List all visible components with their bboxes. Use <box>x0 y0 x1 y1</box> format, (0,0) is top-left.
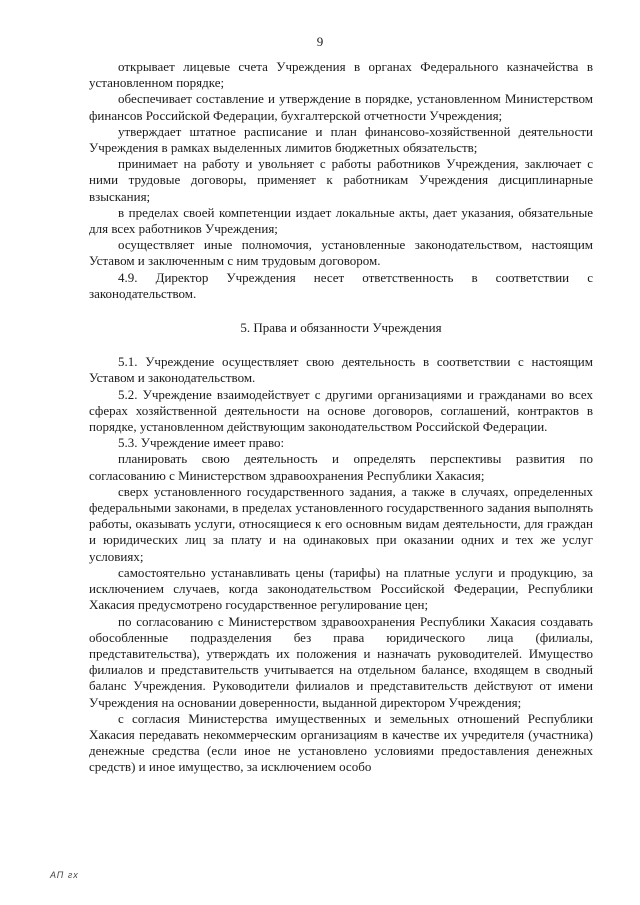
paragraph: по согласованию с Министерством здравоохранения Республики Хакасия создавать обособленные подразделения без права юридического лица (филиалы, представительства), утверждать их положения и назначать руководителей. Имущество филиалов и представительств учитывается на отдельном балансе, входящем в сводный баланс Учреждения. Руководители филиалов и представительств действуют от имени Учреждения на основании доверенности, выданной директором Учреждения; <box>89 613 593 710</box>
paragraph: 5.3. Учреждение имеет право: <box>118 435 285 451</box>
document-body <box>89 59 593 776</box>
paragraph: открывает лицевые счета Учреждения в органах Федерального казначейства в установленном порядке; <box>89 59 593 91</box>
paragraph: 5.1. Учреждение осуществляет свою деятельность в соответствии с настоящим Уставом и законодательством. <box>89 354 593 386</box>
paragraph: в пределах своей компетенции издает локальные акты, дает указания, обязательные для всех работников Учреждения; <box>89 204 593 237</box>
section-title: 5. Права и обязанности Учреждения <box>240 320 442 336</box>
page-number: 9 <box>316 34 324 49</box>
paragraph: 5.2. Учреждение взаимодействует с другими организациями и гражданами во всех сферах хозяйственной деятельности на основе договоров, соглашений, контрактов в порядке, установленном действующим законодательством Российской Федерации. <box>89 386 593 435</box>
paragraph: осуществляет иные полномочия, установленные законодательством, настоящим Уставом и заключенным с ним трудовым договором. <box>89 237 593 269</box>
paragraph: утверждает штатное расписание и план финансово-хозяйственной деятельности Учреждения в рамках выделенных лимитов бюджетных обязательств; <box>89 123 593 156</box>
paragraph: 4.9. Директор Учреждения несет ответственность в соответствии с законодательством. <box>89 269 593 301</box>
paragraph: сверх установленного государственного задания, а также в случаях, определенных федеральными законами, в пределах установленного государственного задания выполнять работы, оказывать услуги, относящиеся к его основным видам деятельности, для граждан и юридических лиц за плату и на одинаковых при оказании одних и тех же услуг условиях; <box>89 483 593 564</box>
footer-mark: АП гх <box>50 870 79 880</box>
paragraph: с согласия Министерства имущественных и земельных отношений Республики Хакасия передавать некоммерческим организациям в качестве их учредителя (участника) денежные средства (если иное не установлено условиями предоставления денежных средств) и иное имущество, за исключением особо <box>89 710 593 775</box>
paragraph: обеспечивает составление и утверждение в порядке, установленном Министерством финансов Российской Федерации, бухгалтерской отчетности Учреждения; <box>89 91 593 123</box>
paragraph: самостоятельно устанавливать цены (тарифы) на платные услуги и продукцию, за исключением случаев, когда законодательством Российской Федерации, Республики Хакасия предусмотрено государственное регулирование цен; <box>89 564 593 613</box>
paragraph: принимает на работу и увольняет с работы работников Учреждения, заключает с ними трудовые договоры, применяет к работникам Учреждения дисциплинарные взыскания; <box>89 156 593 204</box>
paragraph: планировать свою деятельность и определять перспективы развития по согласованию с Министерством здравоохранения Республики Хакасия; <box>89 451 593 483</box>
